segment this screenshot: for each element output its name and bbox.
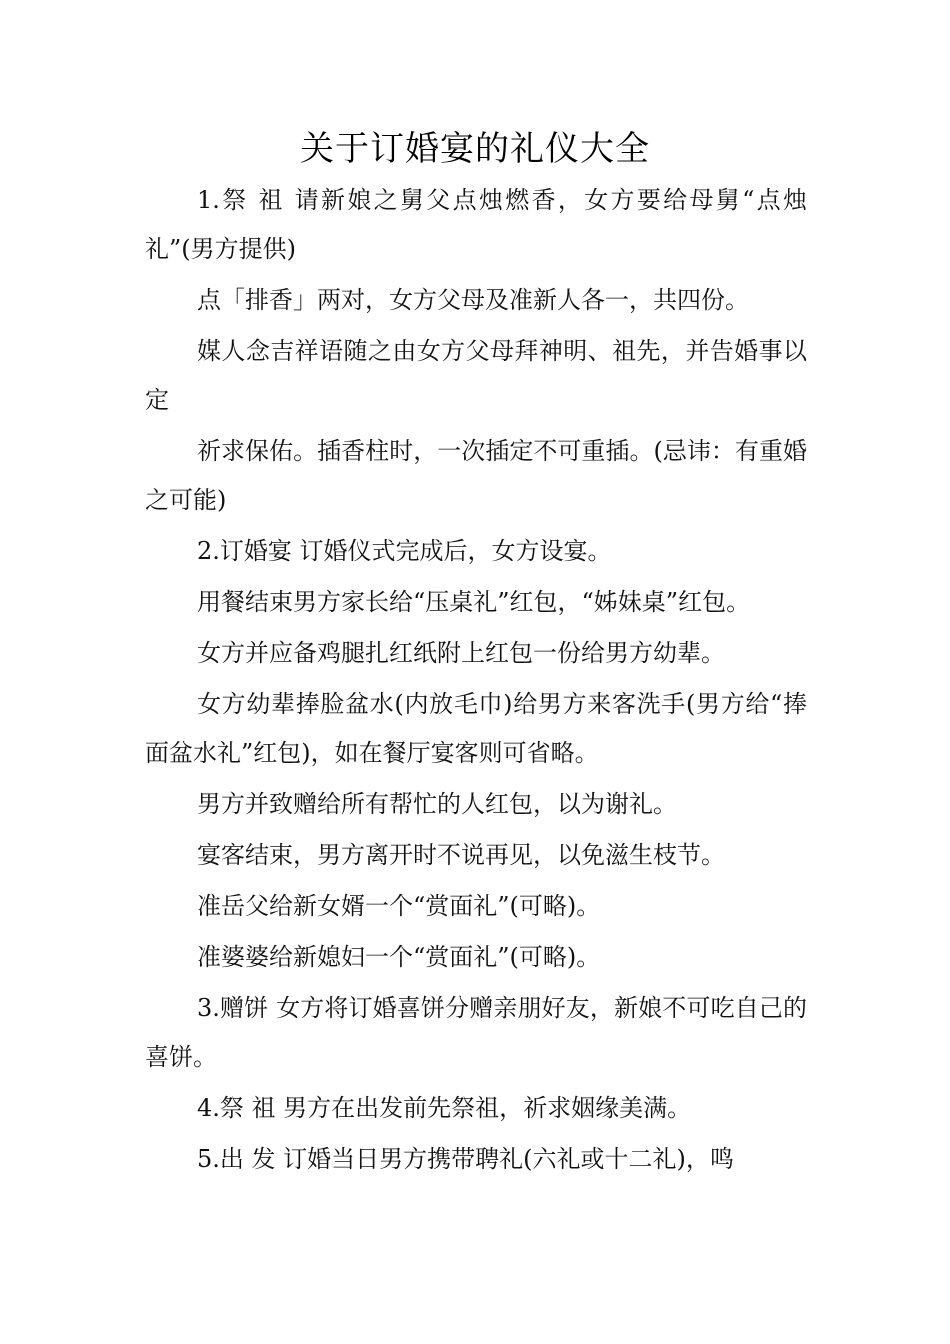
paragraph-red-envelopes: 用餐结束男方家长给“压桌礼”红包，“姊妹桌”红包。 <box>197 588 751 616</box>
paragraph-thanks-gift: 男方并致赠给所有帮忙的人红包，以为谢礼。 <box>197 790 677 818</box>
paragraph-ancestor-worship: 1.祭 祖 请新娘之舅父点烛燃香，女方要给母舅“点烛礼”(男方提供) <box>145 186 807 263</box>
document-body <box>145 176 807 1186</box>
paragraph-father-in-law-gift: 准岳父给新女婿一个“赏面礼”(可略)。 <box>197 892 601 920</box>
paragraph-departure: 5.出 发 订婚当日男方携带聘礼(六礼或十二礼)，鸣 <box>197 1145 734 1173</box>
paragraph-groom-worship: 4.祭 祖 男方在出发前先祭祖，祈求姻缘美满。 <box>197 1094 692 1122</box>
paragraph-wash-hands: 女方幼辈捧脸盆水(内放毛巾)给男方来客洗手(男方给“捧面盆水礼”红包)，如在餐厅宴客则可省略。 <box>145 690 807 767</box>
paragraph-no-goodbye: 宴客结束，男方离开时不说再见，以免滋生枝节。 <box>197 841 725 869</box>
paragraph-chicken-leg: 女方并应备鸡腿扎红纸附上红包一份给男方幼辈。 <box>197 639 725 667</box>
paragraph-mother-in-law-gift: 准婆婆给新媳妇一个“赏面礼”(可略)。 <box>197 943 601 971</box>
paragraph-blessing: 祈求保佑。插香柱时，一次插定不可重插。(忌讳：有重婚之可能) <box>145 437 807 514</box>
document-title: 关于订婚宴的礼仪大全 <box>300 129 650 169</box>
paragraph-matchmaker: 媒人念吉祥语随之由女方父母拜神明、祖先，并告婚事以定 <box>145 337 807 414</box>
paragraph-banquet: 2.订婚宴 订婚仪式完成后，女方设宴。 <box>197 537 612 565</box>
paragraph-incense: 点「排香」两对，女方父母及准新人各一，共四份。 <box>197 286 749 314</box>
paragraph-cake-gift: 3.赠饼 女方将订婚喜饼分赠亲朋好友，新娘不可吃自己的喜饼。 <box>145 994 807 1071</box>
